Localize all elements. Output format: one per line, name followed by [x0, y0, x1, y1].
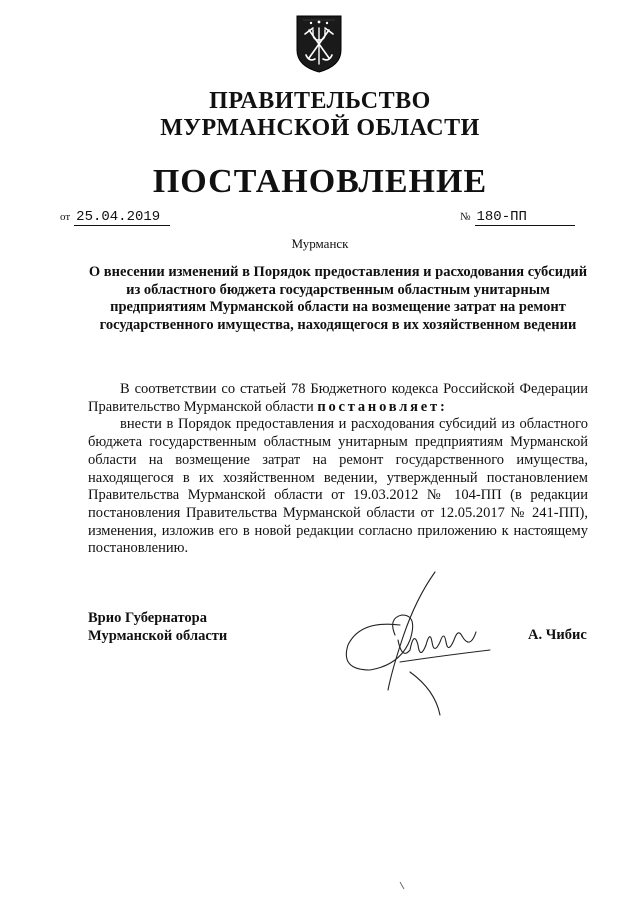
signatory-position: [88, 609, 227, 645]
signature-icon: [340, 570, 500, 720]
city-name: Мурманск: [291, 236, 349, 251]
number-value: 180-ПП: [475, 209, 575, 226]
body-intro: В соответствии со статьей 78 Бюджетного кодекса Российской Федерации Правительство Мурманской области: [88, 381, 588, 415]
signatory-name: А. Чибис: [528, 627, 587, 643]
stray-mark-icon: [398, 880, 408, 892]
decree-word: постановляет:: [317, 398, 448, 415]
document-number: [460, 207, 575, 226]
body-text: внести в Порядок предоставления и расходования субсидий из областного бюджета государственным областным унитарным предприятиям Мурманской области на возмещение затрат на ремонт государственного имущества, находящегося в их хозяйственном ведении, утвержденный постановлением Правительства Мурманской области от 19.03.2012 № 104-ПП (в редакции постановления Правительства Мурманской области от 12.05.2017 № 241-ПП), изменения, изложив его в новой редакции согласно приложению к настоящему постановлению.: [88, 416, 588, 557]
number-prefix: №: [460, 211, 471, 223]
body-intro-paragraph: [88, 381, 588, 416]
document-date: [60, 207, 170, 226]
signatory-position-line2: Мурманской области: [88, 628, 228, 644]
document-body: [88, 381, 588, 558]
government-name-line2: МУРМАНСКОЙ ОБЛАСТИ: [160, 115, 480, 141]
date-value: 25.04.2019: [74, 209, 170, 226]
document-type-heading: ПОСТАНОВЛЕНИЕ: [152, 163, 488, 200]
date-prefix: от: [60, 211, 71, 223]
signatory-position-line1: Врио Губернатора: [88, 610, 207, 626]
coat-of-arms-icon: [293, 12, 345, 74]
document-title: О внесении изменений в Порядок предоставления и расходования субсидий из областного бюджета государственным областным унитарным предприятиям Мурманской области на возмещение затрат на ремонт государственного имущества, находящегося в их хозяйственном ведении: [88, 264, 588, 333]
government-name-line1: ПРАВИТЕЛЬСТВО: [209, 88, 431, 114]
